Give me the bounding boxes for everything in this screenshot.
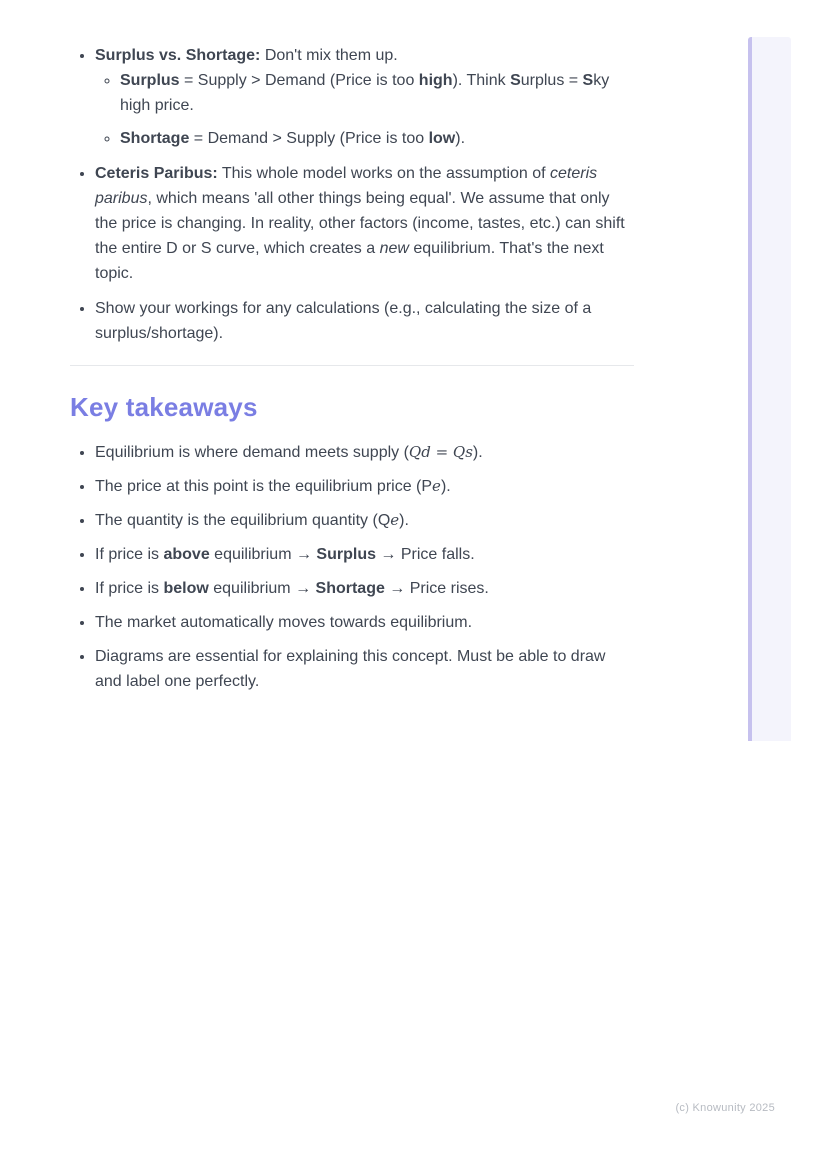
- list-item: [120, 126, 634, 151]
- text-segment: ceteris paribus: [95, 165, 598, 207]
- text-segment: ky high price.: [120, 72, 610, 114]
- text-segment: = Demand > Supply (Price is too: [189, 130, 429, 147]
- text-segment: This whole model works on the assumption of: [217, 165, 551, 182]
- text-segment: ).: [440, 478, 451, 495]
- text-segment: → Price falls.: [375, 546, 475, 563]
- text-segment: = Supply > Demand (Price is too: [179, 72, 419, 89]
- text-segment: Show your workings for any calculations (e.g., calculating the size of a surplus/shortage).: [95, 300, 592, 342]
- text-segment: If price is: [95, 546, 164, 563]
- text-segment: urplus =: [520, 72, 583, 89]
- text-segment: If price is: [95, 580, 164, 597]
- text-segment: S: [582, 72, 594, 89]
- takeaways-list: [70, 440, 634, 694]
- text-segment: ).: [455, 130, 466, 147]
- list-item: [95, 296, 634, 346]
- text-segment: above: [163, 546, 210, 563]
- text-segment: Shortage: [315, 580, 385, 597]
- text-segment: Qd = Qs: [408, 443, 473, 461]
- text-segment: S: [510, 72, 521, 89]
- key-takeaways-heading: Key takeaways: [70, 392, 258, 422]
- text-segment: Surplus vs. Shortage:: [95, 47, 261, 64]
- text-segment: ).: [472, 444, 483, 461]
- list-item: [95, 610, 634, 635]
- list-item: [95, 576, 634, 601]
- list-item: [95, 440, 634, 465]
- notes-list: [70, 43, 634, 346]
- sub-list: [95, 68, 634, 151]
- text-segment: The market automatically moves towards equilibrium.: [95, 614, 473, 631]
- list-item: [95, 542, 634, 567]
- text-segment: equilibrium →: [209, 546, 317, 563]
- text-segment: equilibrium. That's the next topic.: [95, 240, 604, 282]
- copyright-footer: (c) Knowunity 2025: [675, 1102, 775, 1114]
- text-segment: below: [163, 580, 209, 597]
- text-segment: Ceteris Paribus:: [95, 165, 218, 182]
- text-segment: The price at this point is the equilibrium price (P: [95, 478, 433, 495]
- text-segment: Surplus: [120, 72, 180, 89]
- list-item: [95, 508, 634, 533]
- list-item: [120, 68, 634, 118]
- list-item: [95, 474, 634, 499]
- list-item: [95, 644, 634, 694]
- list-item: [95, 161, 634, 286]
- text-segment: The quantity is the equilibrium quantity (Q: [95, 512, 391, 529]
- text-segment: ).: [399, 512, 409, 529]
- notes-content: [70, 43, 634, 703]
- text-segment: , which means 'all other things being equal'. We assume that only the price is changing. In reality, other factors (income, tastes, etc.) can shift the entire D or S curve, which creates a: [95, 190, 625, 257]
- text-segment: → Price rises.: [384, 580, 489, 597]
- text-segment: Don't mix them up.: [260, 47, 398, 64]
- text-segment: ). Think: [452, 72, 511, 89]
- text-segment: Surplus: [316, 546, 376, 563]
- text-segment: e: [390, 511, 400, 529]
- text-segment: Equilibrium is where demand meets supply (: [95, 444, 409, 461]
- text-segment: high: [418, 72, 453, 89]
- text-segment: Diagrams are essential for explaining this concept. Must be able to draw and label one perfectly.: [95, 648, 606, 690]
- text-segment: low: [428, 130, 456, 147]
- text-segment: e: [432, 477, 441, 495]
- text-segment: Shortage: [120, 130, 190, 147]
- list-item: [95, 43, 634, 151]
- section-divider: [70, 365, 634, 366]
- side-panel-edge: [748, 37, 791, 741]
- text-segment: new: [379, 240, 409, 257]
- text-segment: equilibrium →: [208, 580, 316, 597]
